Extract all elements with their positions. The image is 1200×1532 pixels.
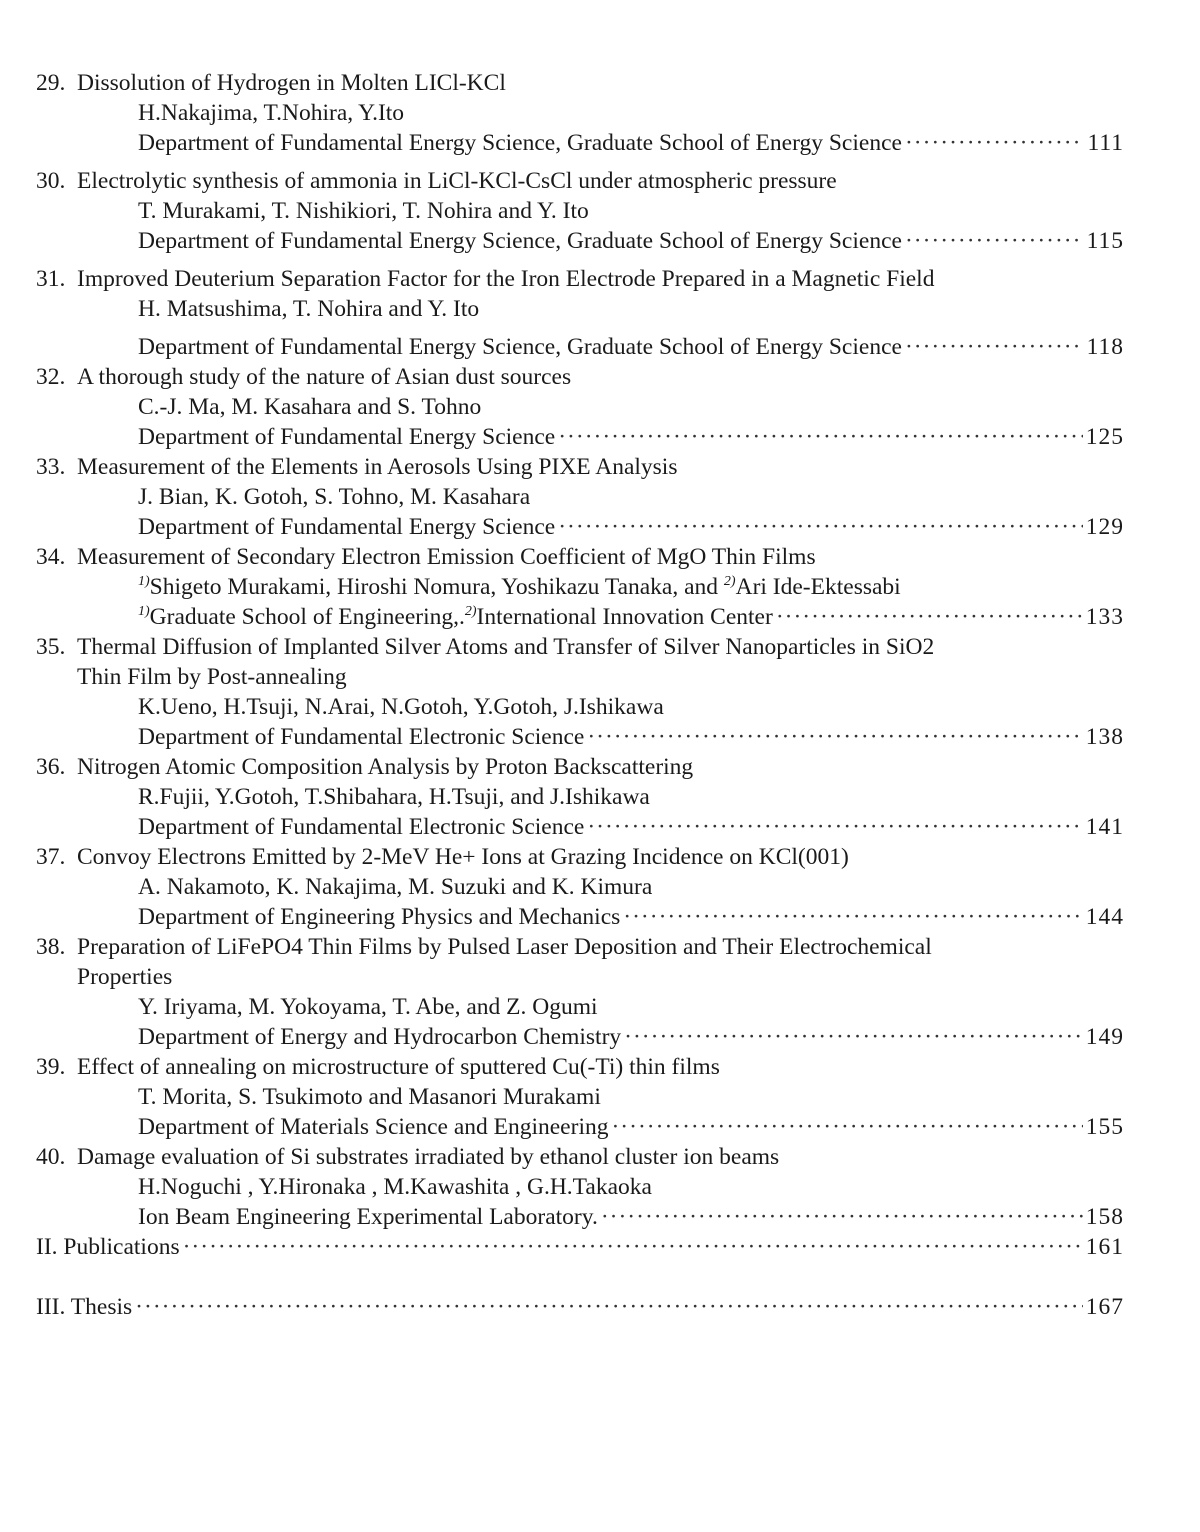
entry-page-number: 111 [1087,130,1124,156]
entry-authors-text: T. Murakami, T. Nishikiori, T. Nohira and Y. Ito [138,198,589,224]
entry-department: Department of Energy and Hydrocarbon Chemistry [138,1024,622,1050]
entry-number: 36. [36,754,66,780]
entry-page-number: 133 [1085,604,1124,630]
entry-title-text: Preparation of LiFePO4 Thin Films by Pulsed Laser Deposition and Their Electrochemical [77,934,932,960]
entry-authors [36,98,1124,128]
entry-authors [36,482,1124,512]
entry-number: 30. [36,168,66,194]
entry-department: Department of Fundamental Energy Science, Graduate School of Energy Science [138,334,902,360]
entry-page-number: 158 [1085,1204,1124,1230]
dot-leader [623,902,1082,932]
toc-section-publications [36,1232,1124,1262]
entry-page-number: 155 [1085,1114,1124,1140]
toc-entry-title [36,842,1124,872]
entry-title-text: Measurement of the Elements in Aerosols Using PIXE Analysis [77,454,678,480]
entry-department-line [36,1202,1124,1232]
toc-entry-title [36,452,1124,482]
entry-page-number: 141 [1085,814,1124,840]
entry-authors-text: Y. Iriyama, M. Yokoyama, T. Abe, and Z. Ogumi [138,994,598,1020]
entry-page-number: 129 [1085,514,1124,540]
dot-leader [905,226,1084,256]
entry-department: Department of Materials Science and Engineering [138,1114,609,1140]
entry-number: 39. [36,1054,66,1080]
entry-department: Department of Fundamental Energy Science, Graduate School of Energy Science [138,228,902,254]
entry-authors [36,692,1124,722]
section-label: III. Thesis [36,1294,133,1320]
section-label: II. Publications [36,1234,180,1260]
entry-number: 40. [36,1144,66,1170]
entry-authors-text: Shigeto Murakami, Hiroshi Nomura, Yoshikazu Tanaka, and [149,574,724,600]
entry-page-number: 125 [1085,424,1124,450]
dot-leader [587,722,1082,752]
entry-title-text: A thorough study of the nature of Asian dust sources [77,364,572,390]
entry-authors-text: K.Ueno, H.Tsuji, N.Arai, N.Gotoh, Y.Gotoh, J.Ishikawa [138,694,664,720]
entry-page-number: 144 [1085,904,1124,930]
entry-title-text: Measurement of Secondary Electron Emission Coefficient of MgO Thin Films [77,544,816,570]
entry-title-text: Convoy Electrons Emitted by 2-MeV He+ Ions at Grazing Incidence on KCl(001) [77,844,849,870]
entry-authors [36,782,1124,812]
entry-number: 31. [36,266,66,292]
toc-entry-title [36,1052,1124,1082]
entry-number: 33. [36,454,66,480]
toc-entry-title-continued [36,662,1124,692]
toc-entry-title [36,362,1124,392]
entry-number: 37. [36,844,66,870]
entry-number: 34. [36,544,66,570]
entry-authors-text: H. Matsushima, T. Nohira and Y. Ito [138,296,480,322]
entry-number: 38. [36,934,66,960]
entry-department: Department of Fundamental Energy Science [138,424,556,450]
table-of-contents [36,68,1124,1322]
entry-department-line [36,128,1124,158]
entry-authors-text: Ari Ide-Ektessabi [735,574,901,600]
dot-leader [135,1292,1083,1322]
affiliation-marker: 1) [138,574,150,589]
entry-authors [36,872,1124,902]
entry-page-number: 149 [1085,1024,1124,1050]
toc-entry-title [36,752,1124,782]
entry-number: 35. [36,634,66,660]
entry-authors [36,992,1124,1022]
entry-authors-text: J. Bian, K. Gotoh, S. Tohno, M. Kasahara [138,484,531,510]
entry-authors-text: C.-J. Ma, M. Kasahara and S. Tohno [138,394,482,420]
toc-section-thesis [36,1292,1124,1322]
dot-leader [587,812,1082,842]
entry-department-line [36,1022,1124,1052]
entry-page-number: 118 [1086,334,1124,360]
toc-entry-title-continued [36,962,1124,992]
entry-title-text: Dissolution of Hydrogen in Molten LICl-KCl [77,70,506,96]
entry-department: Department of Fundamental Electronic Science [138,724,585,750]
entry-authors-text: A. Nakamoto, K. Nakajima, M. Suzuki and K. Kimura [138,874,653,900]
section-page-number: 167 [1085,1294,1124,1320]
entry-authors-text: H.Noguchi , Y.Hironaka , M.Kawashita , G.H.Takaoka [138,1174,652,1200]
dot-leader [611,1112,1082,1142]
entry-authors [36,1172,1124,1202]
entry-department-line [36,332,1124,362]
toc-entry-title [36,68,1124,98]
entry-title-text: Damage evaluation of Si substrates irradiated by ethanol cluster ion beams [77,1144,780,1170]
entry-department-line [36,422,1124,452]
dot-leader [624,1022,1083,1052]
affiliation-marker: 2) [723,574,736,589]
section-page-number: 161 [1085,1234,1124,1260]
entry-department: Department of Fundamental Electronic Science [138,814,585,840]
entry-department-line [36,602,1124,632]
entry-authors [36,196,1124,226]
entry-title-text: Properties [77,964,173,990]
entry-authors-text: H.Nakajima, T.Nohira, Y.Ito [138,100,405,126]
dot-leader [601,1202,1083,1232]
entry-department-line [36,512,1124,542]
entry-authors [36,1082,1124,1112]
entry-authors-text: R.Fujii, Y.Gotoh, T.Shibahara, H.Tsuji, and J.Ishikawa [138,784,650,810]
entry-department-line [36,1112,1124,1142]
entry-department: Ion Beam Engineering Experimental Laboratory. [138,1204,598,1230]
toc-entry-title [36,1142,1124,1172]
entry-authors-text: T. Morita, S. Tsukimoto and Masanori Murakami [138,1084,601,1110]
entry-authors [36,294,1124,324]
entry-department-line [36,722,1124,752]
entry-department: International Innovation Center [476,604,773,630]
entry-number: 29. [36,70,66,96]
toc-entry-title [36,166,1124,196]
entry-authors [36,572,1124,602]
entry-department-line [36,226,1124,256]
toc-entry-title [36,932,1124,962]
dot-leader [183,1232,1083,1262]
toc-entry-title [36,632,1124,662]
dot-leader [776,602,1083,632]
entry-title-text: Nitrogen Atomic Composition Analysis by Proton Backscattering [77,754,694,780]
entry-title-text: Effect of annealing on microstructure of sputtered Cu(-Ti) thin films [77,1054,720,1080]
entry-authors [36,392,1124,422]
dot-leader [905,128,1085,158]
entry-number: 32. [36,364,66,390]
entry-page-number: 115 [1086,228,1124,254]
dot-leader [558,422,1083,452]
entry-title-text: Electrolytic synthesis of ammonia in LiCl-KCl-CsCl under atmospheric pressure [77,168,837,194]
entry-department: Department of Engineering Physics and Mechanics [138,904,621,930]
entry-title-text: Thin Film by Post-annealing [77,664,347,690]
affiliation-marker: 2) [464,604,477,619]
entry-department: Graduate School of Engineering,. [149,604,465,630]
dot-leader [558,512,1083,542]
toc-entry-title [36,542,1124,572]
entry-title-text: Thermal Diffusion of Implanted Silver Atoms and Transfer of Silver Nanoparticles in SiO2 [77,634,935,660]
entry-page-number: 138 [1085,724,1124,750]
dot-leader [905,332,1084,362]
affiliation-marker: 1) [138,604,150,619]
toc-entry-title [36,264,1124,294]
entry-title-text: Improved Deuterium Separation Factor for the Iron Electrode Prepared in a Magnetic Field [77,266,935,292]
entry-department: Department of Fundamental Energy Science [138,514,556,540]
entry-department: Department of Fundamental Energy Science, Graduate School of Energy Science [138,130,902,156]
entry-department-line [36,812,1124,842]
entry-department-line [36,902,1124,932]
